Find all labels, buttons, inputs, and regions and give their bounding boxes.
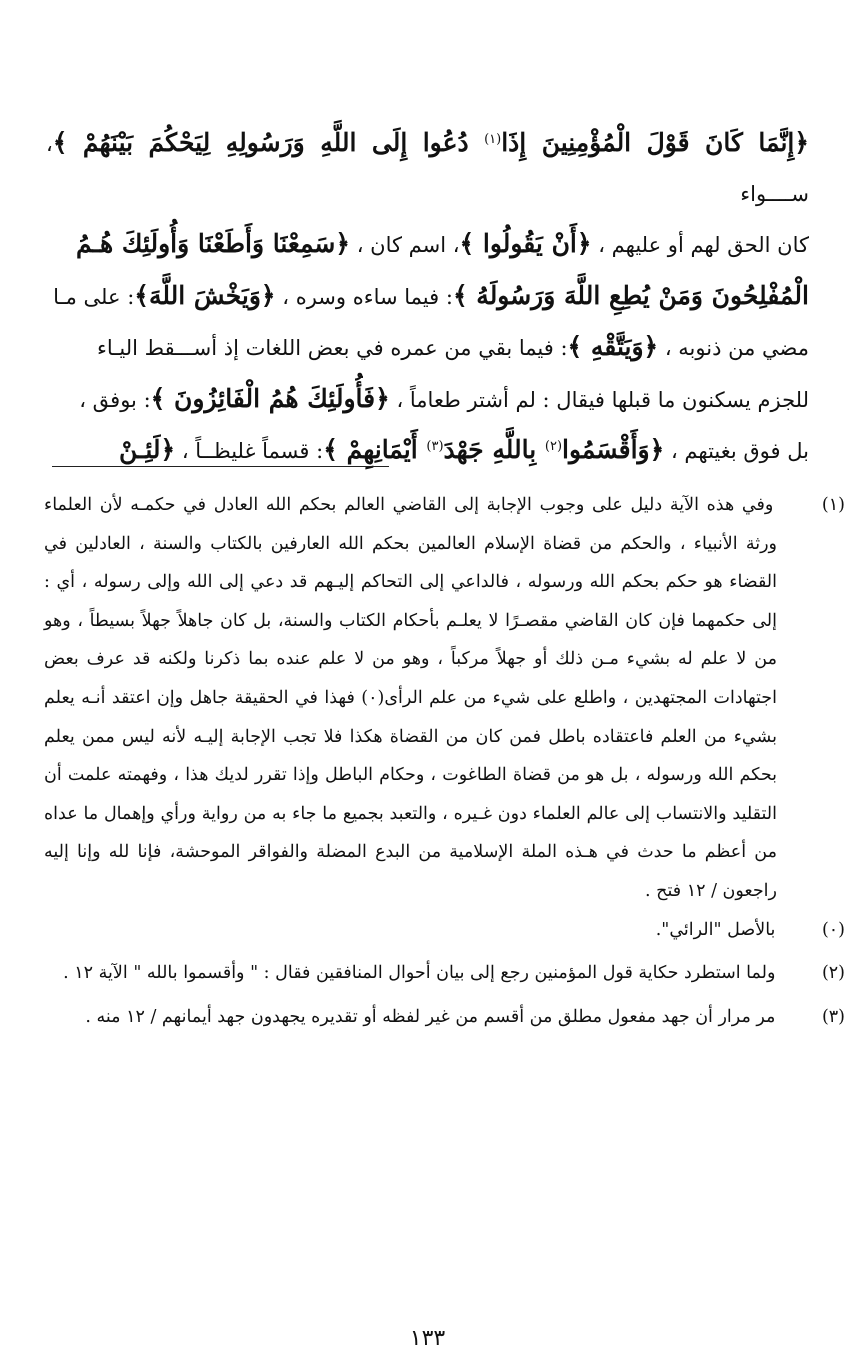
main-line	[46, 271, 809, 323]
footnote-3	[44, 998, 845, 1037]
footnote-text: وفي هذه الآية دليل على وجوب الإجابة إلى القاضي العالم بحكم الله العادل في حكمـه لأن العلماء ورثة الأنبياء ، والحكم من قضاة الإسلام العالمين بحكم الله العارفين بالكتاب والسنة ، العادلين في القضاء هو حكم بحكم الله ورسوله ، فالداعي إلى التحاكم إليـهم قد دعي إلى الله وإلى رسوله ، أي : إلى حكمهما فإن كان القاضي مقصـرًا لا يعلـم بأحكام الكتاب والسنة، بل كان جاهلاً جهلاً بسيطاً ، وهو من لا علم له بشيء مـن ذلك أو جهلاً مركباً ، وهو من لا علم عنده بما ذكرنا ولكنه قد عرف بعض اجتهادات المجتهدين ، واطلع على شيء من علم الرأى	[44, 495, 777, 708]
text-run: : فيما بقي من عمره في بعض اللغات إذ أســـقط اليـاء	[96, 336, 568, 360]
text-run: ، ســــواء	[46, 132, 809, 206]
text-run: ﴿وَأَقْسَمُوا	[562, 435, 665, 464]
footnote-mark-note	[44, 911, 845, 950]
footnote-mark: (٠)	[361, 687, 385, 708]
text-run: ﴿وَيَتَّقْهِ ﴾	[567, 332, 659, 361]
text-run: ﴿أَنْ يَقُولُوا ﴾	[459, 229, 592, 258]
footnote-2	[44, 954, 845, 993]
text-run: ﴿وَيَخْشَ اللَّهَ﴾	[134, 280, 276, 310]
footnote-text: مر مرار أن جهد مفعول مطلق من أقسم من غير لفظه أو تقديره يجهدون جهد أيمانهم / ١٢ منه .	[85, 1006, 776, 1027]
footnote-number: (١)	[821, 495, 845, 515]
footnote-number: (٣)	[821, 1006, 845, 1027]
text-run: بِاللَّهِ جَهْدَ	[443, 435, 545, 464]
text-run: ﴿إِنَّمَا كَانَ قَوْلَ الْمُؤْمِنِينَ إِذَا	[501, 128, 809, 157]
main-text	[46, 118, 809, 477]
text-run: كان الحق لهم أو عليهم ،	[591, 233, 809, 257]
footnote-ref: (١)	[484, 132, 502, 147]
text-run: ﴿لَئِـنْ	[118, 435, 176, 464]
main-line	[46, 118, 809, 219]
text-run: ﴿سَمِعْنَا وَأَطَعْنَا وَأُولَئِكَ هُـمُ	[76, 229, 351, 258]
text-run: ، اسم كان ،	[350, 233, 460, 257]
text-run: : بوفق ،	[79, 387, 151, 412]
main-line	[46, 322, 809, 374]
text-run: : فيما ساءه وسره ،	[275, 284, 453, 309]
main-line	[46, 374, 809, 426]
footnotes	[44, 486, 845, 1036]
text-run: أَيْمَانِهِمْ ﴾	[323, 435, 427, 464]
text-run: : قسماً غليظــاً ،	[175, 439, 324, 463]
footnote-number: (٠)	[821, 919, 845, 940]
footnote-number: (٢)	[821, 963, 845, 984]
footnote-text: ولما استطرد حكاية قول المؤمنين رجع إلى بيان أحوال المنافقين فقال : " وأقسموا بالله " الآية ١٢ .	[63, 963, 776, 984]
footnote-text: فهذا في الحقيقة جاهل وإن اعتقد أنـه يعلم بشيء من العلم فاعتقاده باطل فمن كان من القضاة هكذا فلا تجب الإجابة إليـه لأنه ليس ممن يعلم بحكم الله ورسوله ، بل هو من قضاة الطاغوت ، وحكام الباطل وإذا تقرر لديك هذا ، وفهمته علمت أن التقليد والانتساب إلى عالم العلماء دون غـيره ، والتعبد بجميع ما جاء به من رواية ورأي وإهمال ما عداه من أعظم ما حدث في هـذه الملة الإسلامية من البدع المضلة والفواقر الموحشة، فإنا لله وإنا إليه راجعون / ١٢ فتح .	[44, 687, 777, 901]
text-run: بل فوق بغيتهم ،	[664, 439, 809, 463]
main-line	[46, 425, 809, 477]
footnote-text: بالأصل "الرائي".	[655, 919, 776, 940]
footnote-ref: (٣)	[426, 439, 444, 454]
text-run: دُعُوا إِلَى اللَّهِ وَرَسُولِهِ لِيَحْكُمَ بَيْنَهُمْ ﴾	[52, 128, 485, 157]
footnote-ref: (٢)	[544, 439, 563, 454]
text-run: : على مـا	[53, 284, 135, 309]
text-run: للجزم يسكنون ما قبلها فيقال : لم أشتر طعاماً ،	[389, 387, 809, 412]
footnote-separator	[52, 466, 389, 467]
text-run: الْمُفْلِحُونَ وَمَنْ يُطِعِ اللَّهَ وَرَسُولَهُ ﴾	[452, 280, 809, 310]
text-run: مضي من ذنوبه ،	[658, 336, 809, 360]
text-run: ﴿فَأُولَئِكَ هُمُ الْفَائِزُونَ ﴾	[150, 383, 390, 413]
main-line	[46, 219, 809, 271]
footnote-1	[44, 486, 845, 911]
page-number: ١٣٣	[409, 1326, 446, 1351]
